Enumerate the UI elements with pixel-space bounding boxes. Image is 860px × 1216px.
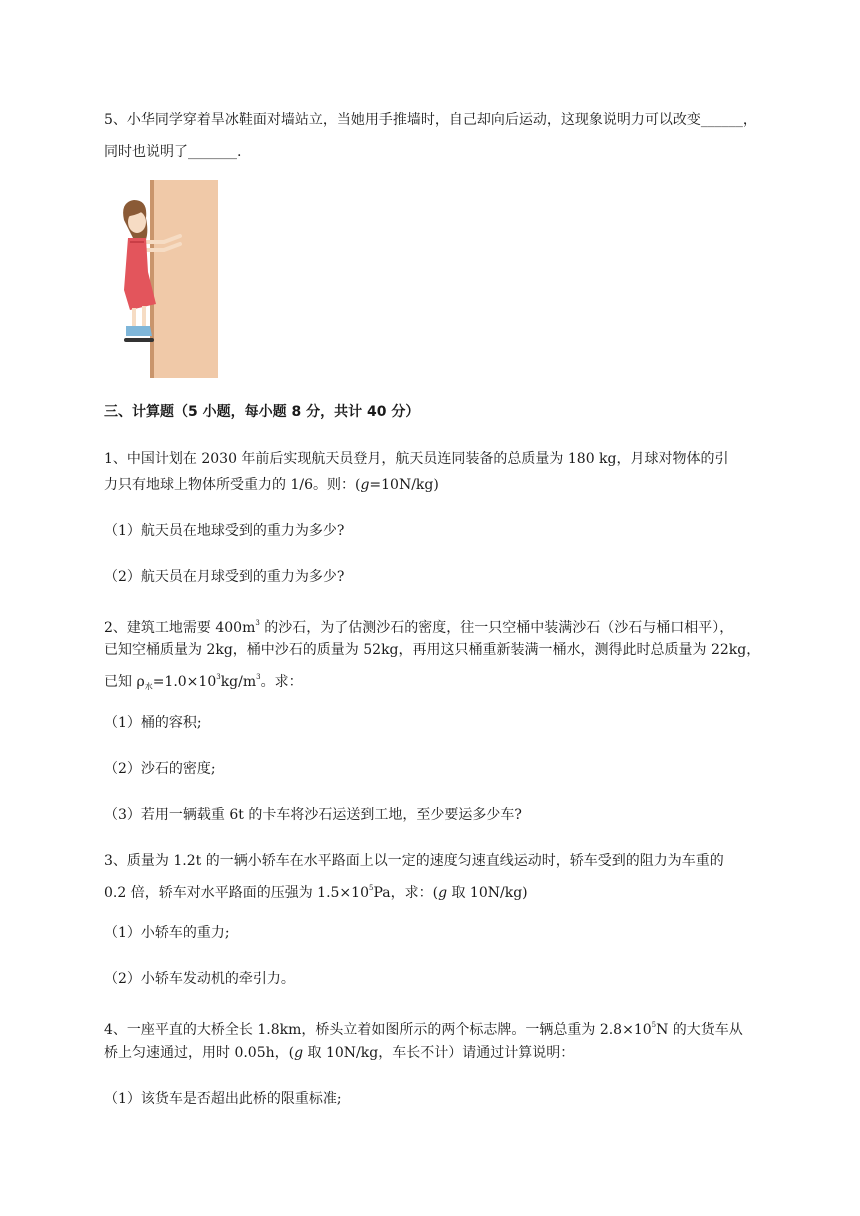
c4-line-1-text-b: N 的大货车从 bbox=[656, 1022, 743, 1038]
c2-line-3-text-b: =1.0×10 bbox=[152, 674, 217, 690]
c3-sub-1: （1）小轿车的重力; bbox=[104, 925, 230, 941]
c1-line-1: 1、中国计划在 2030 年前后实现航天员登月，航天员连同装备的总质量为 180 kg，月球对物体的引 bbox=[104, 451, 729, 467]
c2-rho-subscript: 水 bbox=[144, 682, 153, 691]
c1-line-2 bbox=[104, 475, 439, 495]
c1-sub-1: （1）航天员在地球受到的重力为多少? bbox=[104, 523, 345, 539]
c1-line-2-text-b: =10N/kg) bbox=[369, 477, 439, 493]
c2-line-1-sup: 3 bbox=[255, 619, 260, 627]
c2-line-3-text-c: kg/m bbox=[220, 674, 257, 690]
q5-line-1: 5、小华同学穿着旱冰鞋面对墙站立，当她用手推墙时，自己却向后运动，这现象说明力可以改变______， bbox=[104, 112, 757, 128]
c1-line-2-text-a: 力只有地球上物体所受重力的 1/6。则：( bbox=[104, 477, 361, 493]
c3-g-symbol: g bbox=[438, 885, 448, 901]
c4-line-2-text-b: 取 10N/kg，车长不计）请通过计算说明： bbox=[303, 1045, 575, 1061]
c2-line-3-text-d: 。求： bbox=[260, 674, 303, 690]
section-3-heading: 三、计算题（5 小题，每小题 8 分，共计 40 分） bbox=[104, 404, 420, 420]
girl-pushing-wall-illustration bbox=[104, 180, 224, 380]
c2-line-1-text-a: 2、建筑工地需要 400m bbox=[104, 620, 256, 636]
c4-line-1 bbox=[104, 1015, 743, 1040]
c1-g-symbol: g bbox=[360, 477, 370, 493]
c3-sub-2: （2）小轿车发动机的牵引力。 bbox=[104, 971, 295, 987]
wall bbox=[150, 180, 218, 378]
q5-line-2: 同时也说明了_______. bbox=[104, 144, 242, 160]
c4-line-1-sup: 5 bbox=[651, 1021, 657, 1029]
c2-sub-1: （1）桶的容积; bbox=[104, 715, 202, 731]
c2-line-3-sup-1: 3 bbox=[216, 673, 221, 681]
c2-line-3-sup-2: 3 bbox=[256, 673, 261, 681]
c3-line-2-sup: 5 bbox=[368, 884, 374, 892]
c4-g-symbol: g bbox=[294, 1045, 304, 1061]
c4-line-2 bbox=[104, 1043, 574, 1063]
c2-line-1 bbox=[104, 613, 733, 638]
c2-line-3 bbox=[104, 667, 303, 697]
c3-line-2-text-a: 0.2 倍，轿车对水平路面的压强为 1.5×10 bbox=[104, 885, 369, 901]
c2-sub-2: （2）沙石的密度; bbox=[104, 761, 216, 777]
c2-line-3-text-a: 已知 ρ bbox=[104, 674, 145, 690]
c3-line-2-text-b: Pa，求：( bbox=[373, 885, 439, 901]
c3-line-2 bbox=[104, 878, 528, 903]
c1-sub-2: （2）航天员在月球受到的重力为多少? bbox=[104, 569, 345, 585]
c2-sub-3: （3）若用一辆载重 6t 的卡车将沙石运送到工地，至少要运多少车? bbox=[104, 807, 522, 823]
c3-line-1: 3、质量为 1.2t 的一辆小轿车在水平路面上以一定的速度匀速直线运动时，轿车受到的阻力为车重的 bbox=[104, 853, 724, 869]
c2-line-2: 已知空桶质量为 2kg，桶中沙石的质量为 52kg，再用这只桶重新装满一桶水，测得此时总质量为 22kg， bbox=[104, 642, 761, 658]
c4-sub-1: （1）该货车是否超出此桥的限重标准; bbox=[104, 1091, 342, 1107]
c3-line-2-text-c: 取 10N/kg) bbox=[447, 885, 528, 901]
c4-line-1-text-a: 4、一座平直的大桥全长 1.8km，桥头立着如图所示的两个标志牌。一辆总重为 2.8×10 bbox=[104, 1022, 652, 1038]
c2-line-1-text-b: 的沙石，为了估测沙石的密度，往一只空桶中装满沙石（沙石与桶口相平）， bbox=[259, 620, 734, 636]
c4-line-2-text-a: 桥上匀速通过，用时 0.05h，( bbox=[104, 1045, 295, 1061]
